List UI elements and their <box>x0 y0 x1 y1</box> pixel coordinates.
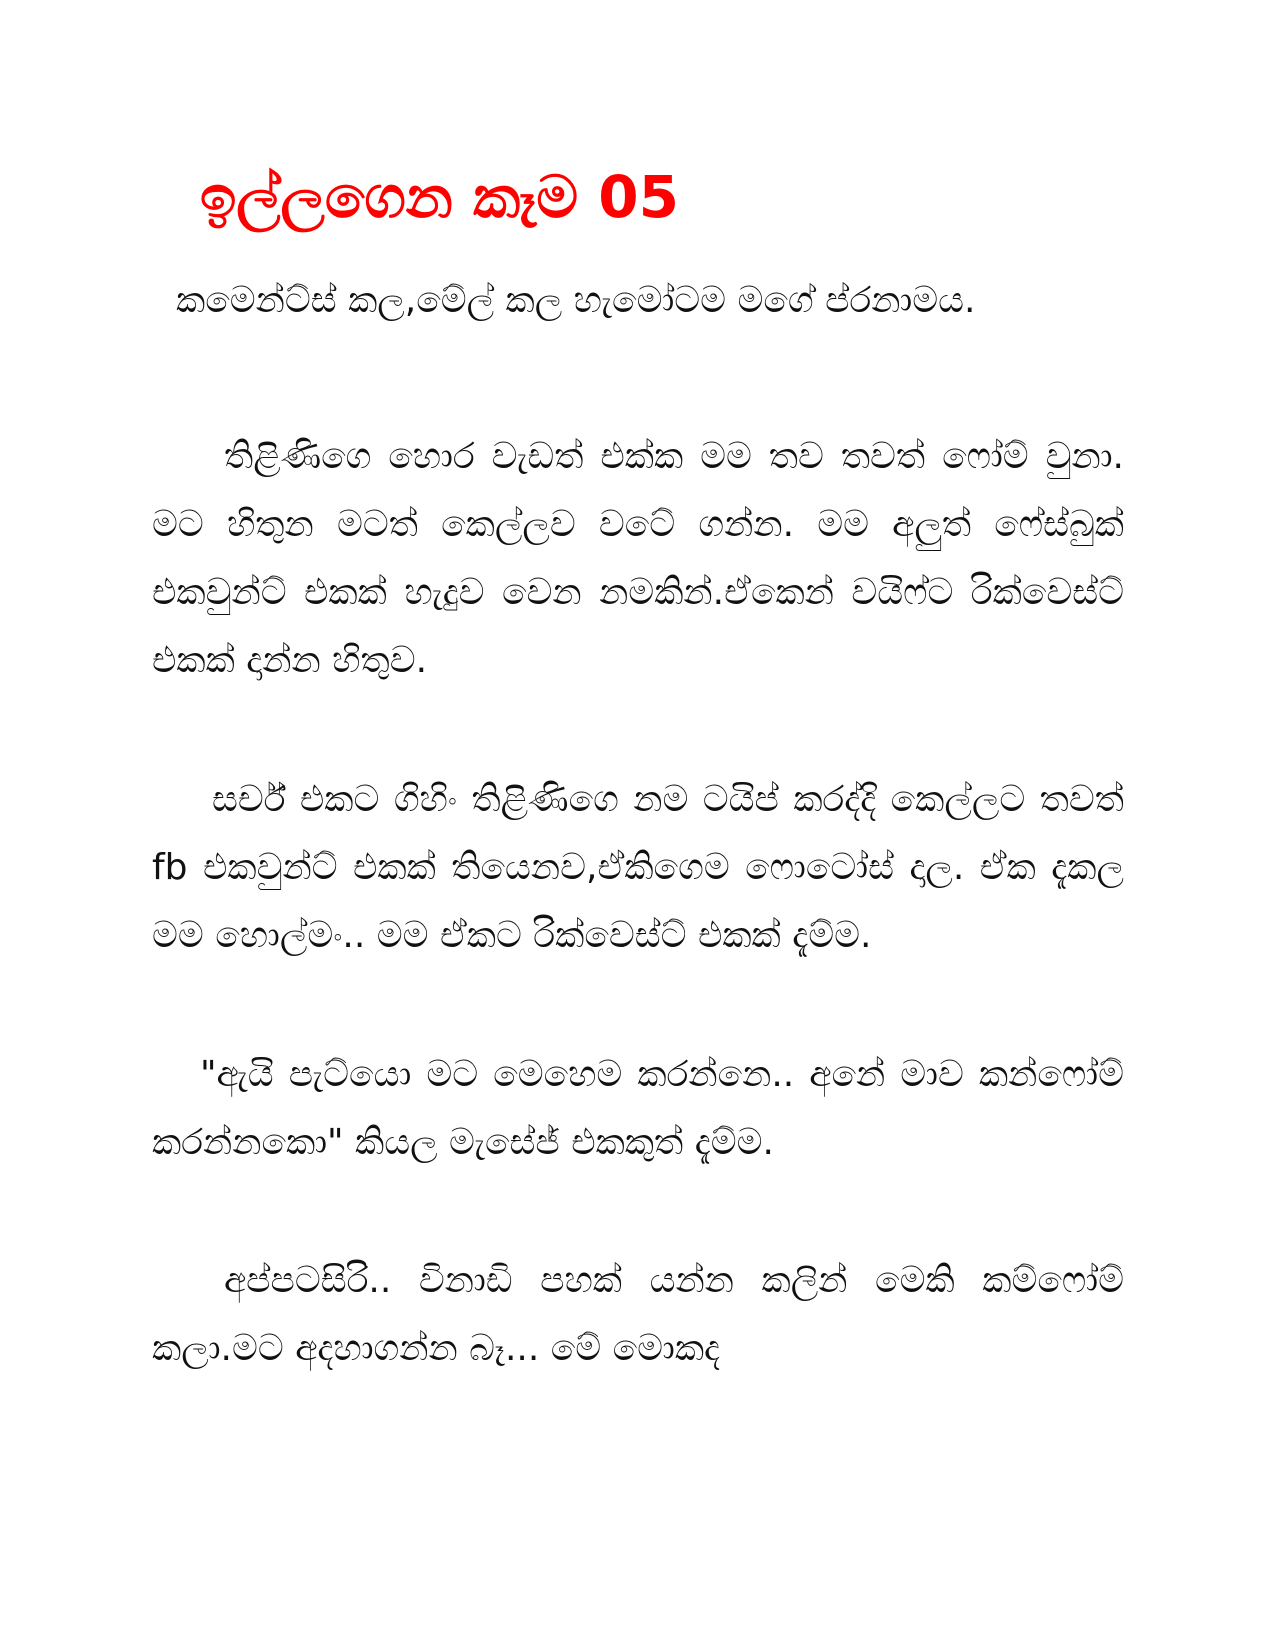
paragraph-4: "ඇයි පැට්යො මට මෙහෙම කරන්නෙ.. අනේ මාව කන්ෆෝම් කරන්නකො" කියල මැසේජ් එකකුත් දැම්ම. <box>152 1054 1124 1163</box>
paragraph-5: අප්පටසිරි.. විනාඩි පහක් යන්න කලින් මෙකි කම්ෆෝම් කලා.මට අදහාගන්න බෑ... මේ මොකද <box>152 1260 1124 1369</box>
paragraph-1: කමෙන්ට්ස් කල,මේල් කල හැමෝටම මගේ ප්රනාමය. <box>176 280 976 321</box>
paragraph-2: තිළිණිගෙ හොර වැඩත් එක්ක මම තව තවත් ෆෝම් වුනා. මට හිතුන මටත් කෙල්ලව වටේ ගන්න. මම අලුත් ෆේස්බුක් එකවුන්ට් එකක් හැදුව වෙන නමකින්.ඒකෙන් වයිෆ්ට රික්වෙස්ට් එකක් දාන්න හිතුව. <box>152 436 1124 681</box>
document-title: ඉල්ලගෙන කෑම 05 <box>200 163 679 231</box>
paragraph-3: සර්ච් එකට ගිහිං තිළිණිගෙ නම ටයිප් කරද්දි කෙල්ලට තවත් fb එකවුන්ට් එකක් තියෙනව,ඒකිගෙම ෆොටෝස් දාල. ඒක දැකල මම හොල්මං.. මම ඒකට රික්වෙස්ට් එකක් දැම්ම. <box>152 779 1124 956</box>
